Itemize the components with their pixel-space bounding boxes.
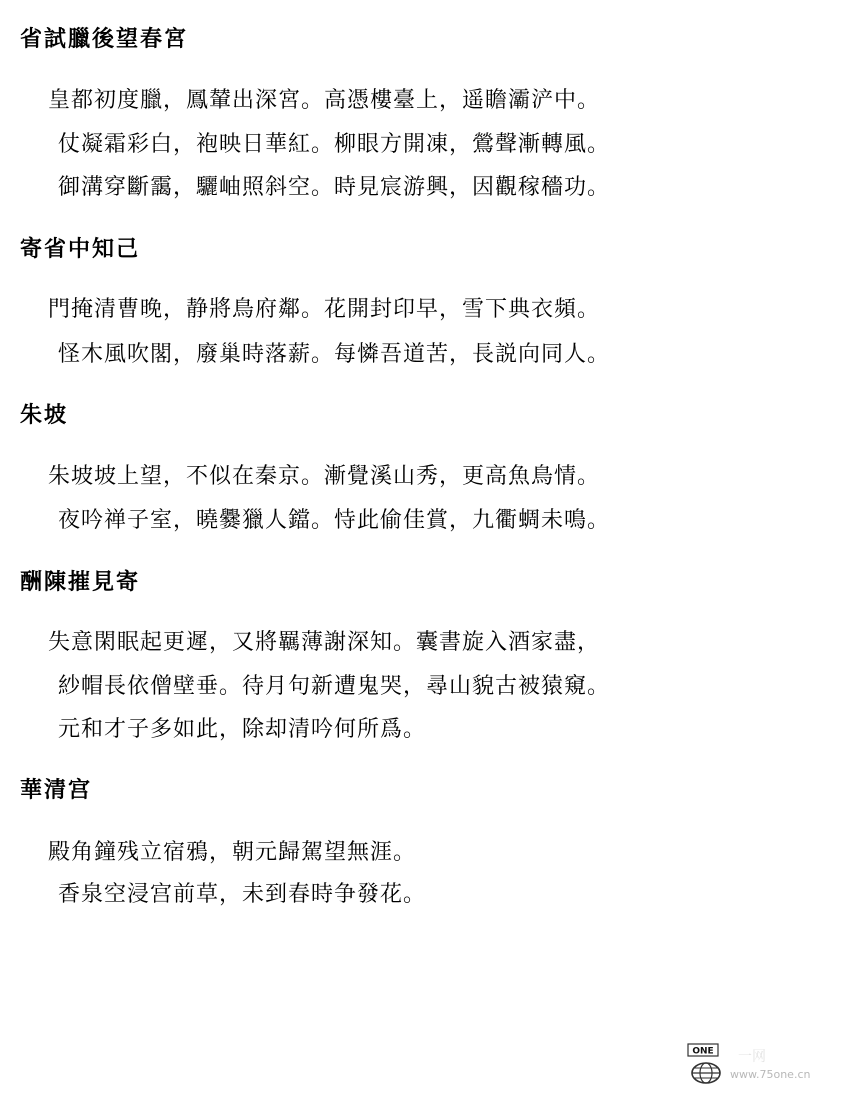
poem-2-line-1: 門掩清曹晚，静將鳥府鄰。花開封印早，雪下典衣頻。 — [48, 297, 601, 322]
poem-title-2: 寄省中知己 — [20, 236, 141, 262]
poem-4-line-2: 紗帽長依僧壁垂。待月句新遭鬼哭，尋山貌古被猿窺。 — [58, 674, 611, 699]
watermark-url: www.75one.cn — [730, 1068, 811, 1081]
poem-5-line-2: 香泉空浸宫前草，未到春時争發花。 — [58, 882, 427, 907]
poem-5-line-1: 殿角鐘残立宿鴉，朝元歸駕望無涯。 — [48, 840, 417, 865]
poem-title-4: 酬陳摧見寄 — [20, 569, 141, 595]
poem-title-1: 省試臘後望春宮 — [20, 26, 189, 52]
poem-title-5: 華清宫 — [20, 777, 93, 803]
poem-3-line-2: 夜吟禅子室，曉爨獵人鐺。恃此偷佳賞，九衢蜩未鳴。 — [58, 508, 611, 533]
logo-text: ONE — [692, 1046, 714, 1057]
globe-logo-icon — [684, 1042, 728, 1086]
poem-4-line-1: 失意閑眠起更遲，又將羈薄謝深知。囊書旋入酒家盡， — [48, 630, 601, 655]
poem-2-line-2: 怪木風吹閣，廢巢時落薪。每憐吾道苦，長説向同人。 — [58, 342, 611, 367]
poem-3-line-1: 朱坡坡上望，不似在秦京。漸覺溪山秀，更高魚鳥情。 — [48, 464, 601, 489]
watermark-site-name: 一网 — [738, 1049, 766, 1065]
poem-1-line-3: 御溝穿斷靄，驪岫照斜空。時見宸游興，因觀稼穡功。 — [58, 175, 611, 200]
poem-1-line-1: 皇都初度臘，鳳輦出深宮。高憑樓臺上，遥瞻灞浐中。 — [48, 88, 601, 113]
poem-4-line-3: 元和才子多如此，除却清吟何所爲。 — [58, 717, 427, 742]
watermark — [684, 1042, 844, 1092]
poem-title-3: 朱坡 — [20, 402, 69, 428]
poem-1-line-2: 仗凝霜彩白，袍映日華紅。柳眼方開凍，鶯聲漸轉風。 — [58, 132, 611, 157]
